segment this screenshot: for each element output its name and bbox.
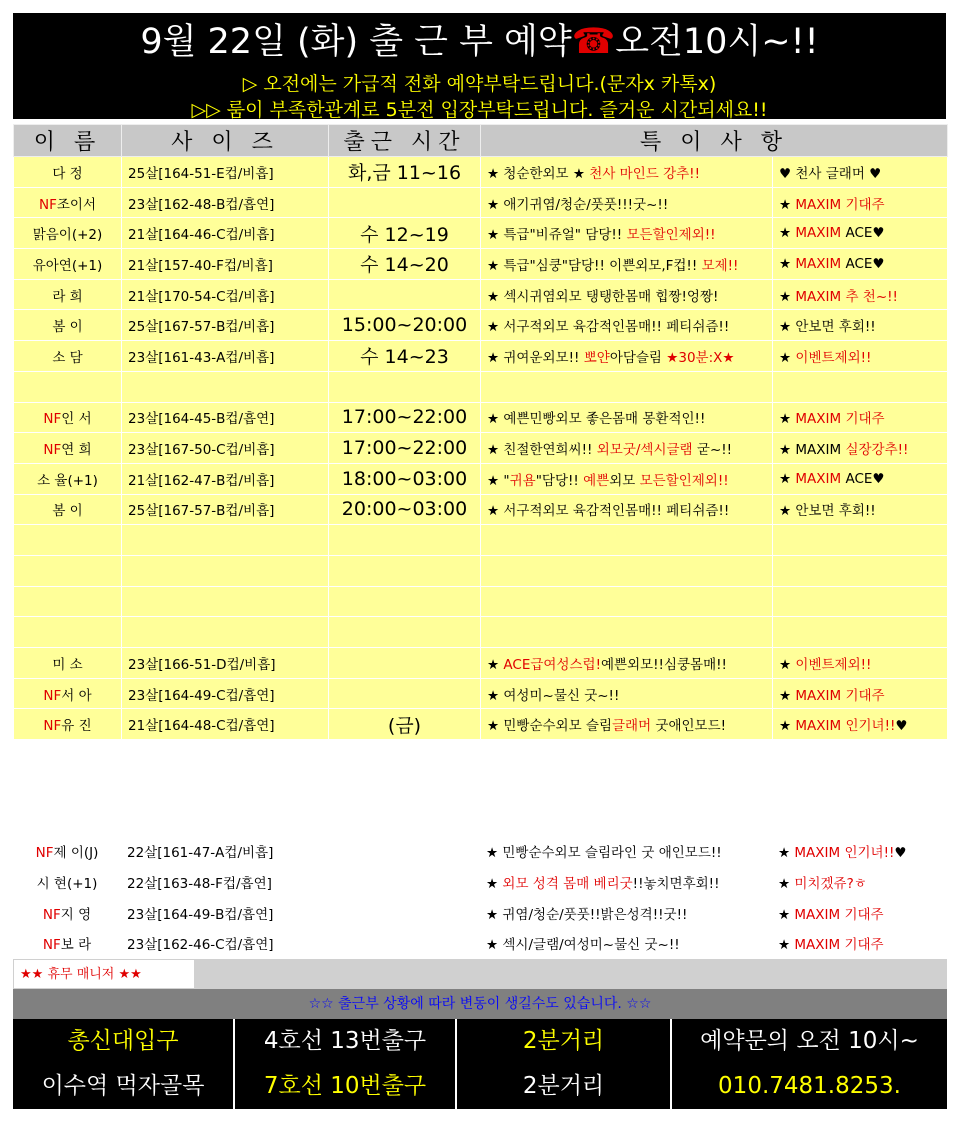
note-segment: ★ xyxy=(487,656,504,673)
page-header xyxy=(13,13,946,119)
table-row xyxy=(14,157,948,188)
cell-note xyxy=(480,897,772,928)
cell-size: 21살[164-48-C컵/흡연] xyxy=(122,709,329,740)
tag-segment: ★ MAXIM xyxy=(779,442,846,459)
member-name: 서 아 xyxy=(61,687,92,704)
cell-tag xyxy=(773,586,948,617)
table-row xyxy=(14,279,948,310)
footer-reservation-hours: 예약문의 오전 10시~ xyxy=(700,1028,919,1054)
cell-time xyxy=(329,617,481,648)
column-header-notes: 특 이 사 항 xyxy=(481,125,948,157)
off-manager-bar xyxy=(13,959,947,989)
cell-name xyxy=(14,648,122,679)
cell-size: 25살[167-57-B컵/비흡] xyxy=(122,310,329,341)
note-segment: 굿애인모드! xyxy=(651,718,727,735)
tag-segment: ★ xyxy=(779,196,796,213)
note-segment: ★ " xyxy=(487,472,510,489)
table-row xyxy=(14,341,948,372)
cell-tag xyxy=(773,371,948,402)
cell-time: 17:00~22:00 xyxy=(329,433,481,464)
cell-time: 17:00~22:00 xyxy=(329,402,481,433)
note-segment: ★30분:X★ xyxy=(666,349,735,366)
cell-time xyxy=(329,187,481,218)
note-segment: ★ 섹시/글램/여성미~물신 굿~!! xyxy=(486,937,680,954)
cell-tag xyxy=(773,433,948,464)
table-row xyxy=(14,402,948,433)
tag-segment: ★ 안보면 후회!! xyxy=(779,319,876,336)
extra-schedule-table xyxy=(13,836,947,959)
tag-segment: MAXIM 인기녀!! xyxy=(794,845,895,862)
tag-segment: ★ xyxy=(779,656,796,673)
cell-name xyxy=(14,157,122,188)
cell-name xyxy=(13,897,121,928)
table-row xyxy=(14,218,948,249)
table-row xyxy=(14,463,948,494)
tag-segment: ★ xyxy=(778,906,795,923)
cell-note xyxy=(480,867,772,898)
cell-size: 23살[166-51-D컵/비흡] xyxy=(122,648,329,679)
cell-tag xyxy=(772,928,947,959)
tag-segment: ★ 안보면 후회!! xyxy=(779,503,876,520)
cell-tag xyxy=(773,617,948,648)
table-row xyxy=(13,928,947,959)
member-name: 다 정 xyxy=(52,165,83,182)
cell-name xyxy=(14,371,122,402)
table-row xyxy=(14,187,948,218)
member-name: 미 소 xyxy=(52,656,83,673)
cell-time: (금) xyxy=(329,709,481,740)
member-name: 맑음이(+2) xyxy=(32,227,103,244)
page-title xyxy=(13,17,946,67)
footer-distance-1: 2분거리 xyxy=(457,1019,672,1064)
cell-note xyxy=(481,617,773,648)
cell-time xyxy=(329,586,481,617)
cell-note xyxy=(481,555,773,586)
table-row xyxy=(14,555,948,586)
cell-name xyxy=(14,402,122,433)
cell-name xyxy=(14,555,122,586)
note-segment: ★ 청순한외모 ★ xyxy=(487,165,590,182)
cell-size: 25살[167-57-B컵/비흡] xyxy=(122,494,329,525)
tag-segment: MAXIM 기대주 xyxy=(795,411,885,428)
note-segment: ★ xyxy=(486,876,503,893)
cell-tag xyxy=(772,867,947,898)
note-segment: 귀욤 xyxy=(509,472,536,489)
cell-time: 20:00~03:00 xyxy=(329,494,481,525)
new-face-badge: NF xyxy=(43,718,62,735)
tag-segment: ACE♥ xyxy=(841,225,885,242)
note-segment: ★ 여성미~물신 굿~!! xyxy=(487,687,620,704)
cell-time xyxy=(329,279,481,310)
cell-tag xyxy=(773,494,948,525)
footer-station-1: 총신대입구 xyxy=(13,1019,235,1064)
member-name: 소 담 xyxy=(52,349,83,366)
cell-time xyxy=(328,836,480,867)
new-face-badge: NF xyxy=(35,845,54,862)
off-manager-label: ★★ 휴무 매니저 ★★ xyxy=(13,959,195,989)
cell-note xyxy=(481,709,773,740)
column-header-name: 이 름 xyxy=(14,125,122,157)
cell-note xyxy=(481,525,773,556)
note-segment: !!놓치면후회!! xyxy=(632,876,720,893)
cell-tag xyxy=(773,709,948,740)
cell-time xyxy=(328,928,480,959)
cell-tag xyxy=(773,187,948,218)
status-notice: ☆☆ 출근부 상황에 따라 변동이 생길수도 있습니다. ☆☆ xyxy=(13,989,947,1019)
schedule-table xyxy=(13,124,948,740)
note-segment: 모든할인제외!! xyxy=(626,227,716,244)
cell-size xyxy=(122,586,329,617)
cell-size: 22살[163-48-F컵/흡연] xyxy=(121,867,328,898)
cell-tag xyxy=(773,678,948,709)
note-segment: 외모 성격 몸매 베리굿 xyxy=(502,876,633,893)
cell-tag xyxy=(773,525,948,556)
cell-tag xyxy=(773,218,948,249)
footer-exit-1: 4호선 13번출구 xyxy=(235,1019,457,1064)
cell-note xyxy=(481,678,773,709)
note-segment: ★ 애기귀염/청순/풋풋!!!굿~!! xyxy=(487,196,669,213)
tag-segment: ★ xyxy=(779,718,796,735)
cell-note xyxy=(481,402,773,433)
cell-size xyxy=(122,525,329,556)
cell-note xyxy=(481,279,773,310)
new-face-badge: NF xyxy=(43,411,62,428)
cell-size: 23살[161-43-A컵/비흡] xyxy=(122,341,329,372)
cell-note xyxy=(480,836,772,867)
new-face-badge: NF xyxy=(43,442,62,459)
note-segment: ★ 귀염/청순/풋풋!!밝은성격!!굿!! xyxy=(486,906,688,923)
table-row xyxy=(14,494,948,525)
cell-size xyxy=(122,371,329,402)
table-row xyxy=(14,249,948,280)
cell-note xyxy=(481,494,773,525)
footer-station-2: 이수역 먹자골목 xyxy=(13,1064,235,1109)
cell-tag xyxy=(773,463,948,494)
tag-segment: ★ xyxy=(778,937,795,954)
tag-segment: MAXIM 기대주 xyxy=(794,906,884,923)
tag-segment: MAXIM 기대주 xyxy=(795,687,885,704)
note-segment: ★ 섹시귀염외모 탱탱한몸매 힙짱!엉짱! xyxy=(487,288,719,305)
cell-tag xyxy=(773,157,948,188)
notice-arrival: ▷▷ 룸이 부족한관계로 5분전 입장부탁드립니다. 즐거운 시간되세요!! xyxy=(191,99,768,121)
note-segment: ★ 친절한연희씨!! xyxy=(487,442,597,459)
tag-segment: ★ xyxy=(779,470,796,487)
cell-note xyxy=(481,586,773,617)
cell-size xyxy=(122,617,329,648)
note-segment: ACE급여성스럽! xyxy=(503,656,601,673)
cell-time: 수 14~23 xyxy=(329,341,481,372)
table-row xyxy=(13,897,947,928)
cell-size: 22살[161-47-A컵/비흡] xyxy=(121,836,328,867)
note-segment: ★ 귀여운외모!! xyxy=(487,349,584,366)
tag-segment: 이벤트제외!! xyxy=(795,656,872,673)
note-segment: 굳~!! xyxy=(692,442,733,459)
member-name: 유 진 xyxy=(61,718,92,735)
table-row xyxy=(14,310,948,341)
cell-size: 23살[164-45-B컵/흡연] xyxy=(122,402,329,433)
member-name: 연 희 xyxy=(61,442,92,459)
cell-note xyxy=(481,310,773,341)
cell-note xyxy=(481,371,773,402)
cell-size: 23살[167-50-C컵/비흡] xyxy=(122,433,329,464)
cell-tag xyxy=(772,836,947,867)
cell-note xyxy=(481,341,773,372)
cell-tag xyxy=(773,249,948,280)
cell-time: 15:00~20:00 xyxy=(329,310,481,341)
new-face-badge: NF xyxy=(42,906,61,923)
cell-name xyxy=(14,341,122,372)
table-row xyxy=(14,678,948,709)
cell-time xyxy=(329,648,481,679)
tag-segment: MAXIM xyxy=(795,225,842,242)
note-segment: ★ 특급"심쿵"담당!! 이쁜외모,F컵!! xyxy=(487,257,702,274)
tag-segment: ACE♥ xyxy=(841,470,885,487)
tag-segment: MAXIM 기대주 xyxy=(795,196,885,213)
note-segment: "담당!! xyxy=(535,472,584,489)
cell-name xyxy=(14,187,122,218)
cell-tag xyxy=(772,897,947,928)
phone-icon: ☎ xyxy=(571,22,616,62)
new-face-badge: NF xyxy=(43,687,62,704)
cell-note xyxy=(481,648,773,679)
footer-distance-2: 2분거리 xyxy=(457,1064,672,1109)
member-name: 제 이(J) xyxy=(53,845,99,862)
table-row xyxy=(14,525,948,556)
tag-segment: 미치겠쥬?ㅎ xyxy=(794,876,867,893)
cell-time xyxy=(329,371,481,402)
cell-note xyxy=(481,249,773,280)
tag-segment: ★ xyxy=(778,876,795,893)
cell-time xyxy=(329,525,481,556)
cell-note xyxy=(481,463,773,494)
cell-tag xyxy=(773,310,948,341)
cell-size: 23살[164-49-C컵/흡연] xyxy=(122,678,329,709)
tag-segment: ♥ xyxy=(894,845,907,862)
note-segment: 글래머 xyxy=(612,718,652,735)
note-segment: 외모굿/섹시글램 xyxy=(596,442,693,459)
cell-name xyxy=(14,279,122,310)
tag-segment: ★ xyxy=(779,349,796,366)
cell-time: 화,금 11~16 xyxy=(329,157,481,188)
note-segment: ★ 예쁜민빵외모 좋은몸매 몽환적인!! xyxy=(487,411,706,428)
note-segment: 예쁜외모!!심쿵몸매!! xyxy=(600,656,727,673)
cell-name xyxy=(14,249,122,280)
cell-size: 23살[162-46-C컵/흡연] xyxy=(121,928,328,959)
cell-name xyxy=(13,836,121,867)
cell-name xyxy=(14,310,122,341)
tag-segment: ♥ 천사 글래머 ♥ xyxy=(779,165,882,182)
cell-tag xyxy=(773,555,948,586)
title-text: 9월 22일 (화) 출 근 부 예약 xyxy=(140,22,572,62)
cell-name xyxy=(13,928,121,959)
cell-note xyxy=(481,433,773,464)
note-segment: ★ 특급"비쥬얼" 담당!! xyxy=(487,227,627,244)
member-name: 조이서 xyxy=(56,196,96,213)
cell-tag xyxy=(773,648,948,679)
note-segment: ★ 서구적외모 육감적인몸매!! 페티쉬즘!! xyxy=(487,319,730,336)
location-footer xyxy=(13,1019,947,1109)
table-row xyxy=(13,836,947,867)
cell-name xyxy=(14,678,122,709)
note-segment: 모제!! xyxy=(701,257,739,274)
notice-reservation: ▷ 오전에는 가급적 전화 예약부탁드립니다.(문자x 카톡x) xyxy=(242,73,717,95)
note-segment: 천사 마인드 강추!! xyxy=(589,165,700,182)
new-face-badge: NF xyxy=(39,196,57,213)
table-header-row xyxy=(14,125,948,157)
member-name: 유아연(+1) xyxy=(32,257,103,274)
tag-segment: ★ xyxy=(778,845,795,862)
cell-time: 18:00~03:00 xyxy=(329,463,481,494)
member-name: 보 라 xyxy=(60,937,92,954)
member-name: 봄 이 xyxy=(52,503,83,520)
note-segment: ★ 민빵순수외모 슬림라인 굿 애인모드!! xyxy=(486,845,722,862)
cell-name xyxy=(14,586,122,617)
table-row xyxy=(14,586,948,617)
note-segment: 모든할인제외!! xyxy=(639,472,729,489)
cell-note xyxy=(481,187,773,218)
tag-segment: 실장강추!! xyxy=(845,442,909,459)
member-name: 인 서 xyxy=(61,411,92,428)
tag-segment: ★ xyxy=(779,411,796,428)
tag-segment: ★ xyxy=(779,225,796,242)
new-face-badge: NF xyxy=(42,937,61,954)
note-segment: 외모 xyxy=(609,472,640,489)
tag-segment: MAXIM xyxy=(795,470,842,487)
tag-segment: ★ xyxy=(779,288,796,305)
cell-size: 23살[162-48-B컵/흡연] xyxy=(122,187,329,218)
cell-size: 23살[164-49-B컵/흡연] xyxy=(121,897,328,928)
member-name: 소 율(+1) xyxy=(37,472,98,489)
cell-name xyxy=(14,218,122,249)
cell-name xyxy=(14,709,122,740)
cell-size: 21살[164-46-C컵/비흡] xyxy=(122,218,329,249)
cell-time xyxy=(329,555,481,586)
note-segment: 예쁜 xyxy=(583,472,610,489)
table-row xyxy=(14,648,948,679)
cell-note xyxy=(480,928,772,959)
column-header-size: 사 이 즈 xyxy=(122,125,329,157)
tag-segment: ★ xyxy=(779,255,796,272)
note-segment: ★ 서구적외모 육감적인몸매!! 페티쉬즘!! xyxy=(487,503,730,520)
cell-size: 21살[162-47-B컵/비흡] xyxy=(122,463,329,494)
table-row xyxy=(14,617,948,648)
cell-name xyxy=(14,525,122,556)
tag-segment: MAXIM 추 천~!! xyxy=(795,288,898,305)
member-name: 라 희 xyxy=(52,288,83,305)
table-row xyxy=(14,433,948,464)
cell-time: 수 14~20 xyxy=(329,249,481,280)
member-name: 시 현(+1) xyxy=(36,876,98,893)
tag-segment: 이벤트제외!! xyxy=(795,349,872,366)
footer-exit-2: 7호선 10번출구 xyxy=(235,1064,457,1109)
cell-tag xyxy=(773,341,948,372)
cell-name xyxy=(14,617,122,648)
cell-time xyxy=(328,867,480,898)
note-segment: 뽀얀 xyxy=(583,349,610,366)
cell-note xyxy=(481,157,773,188)
tag-segment: ★ xyxy=(779,687,796,704)
note-segment: ★ 민빵순수외모 슬림 xyxy=(487,718,613,735)
cell-size: 25살[164-51-E컵/비흡] xyxy=(122,157,329,188)
cell-size xyxy=(122,555,329,586)
tag-segment: MAXIM xyxy=(795,255,842,272)
cell-tag xyxy=(773,402,948,433)
cell-size: 21살[170-54-C컵/비흡] xyxy=(122,279,329,310)
table-row xyxy=(14,709,948,740)
member-name: 봄 이 xyxy=(52,319,83,336)
note-segment: 아담슬림 xyxy=(609,349,667,366)
tag-segment: MAXIM 기대주 xyxy=(794,937,884,954)
cell-size: 21살[157-40-F컵/비흡] xyxy=(122,249,329,280)
cell-time xyxy=(329,678,481,709)
cell-time xyxy=(328,897,480,928)
table-row xyxy=(14,371,948,402)
cell-name xyxy=(13,867,121,898)
cell-name xyxy=(14,463,122,494)
tag-segment: MAXIM 인기녀!! xyxy=(795,718,896,735)
cell-tag xyxy=(773,279,948,310)
cell-note xyxy=(481,218,773,249)
tag-segment: ♥ xyxy=(895,718,908,735)
column-header-time: 출근 시간 xyxy=(329,125,481,157)
cell-name xyxy=(14,494,122,525)
tag-segment: ACE♥ xyxy=(841,255,885,272)
table-row xyxy=(13,867,947,898)
member-name: 지 영 xyxy=(60,906,92,923)
title-hours: 오전10시~!! xyxy=(615,22,819,62)
footer-phone-number: 010.7481.8253. xyxy=(718,1073,901,1099)
cell-name xyxy=(14,433,122,464)
cell-time: 수 12~19 xyxy=(329,218,481,249)
